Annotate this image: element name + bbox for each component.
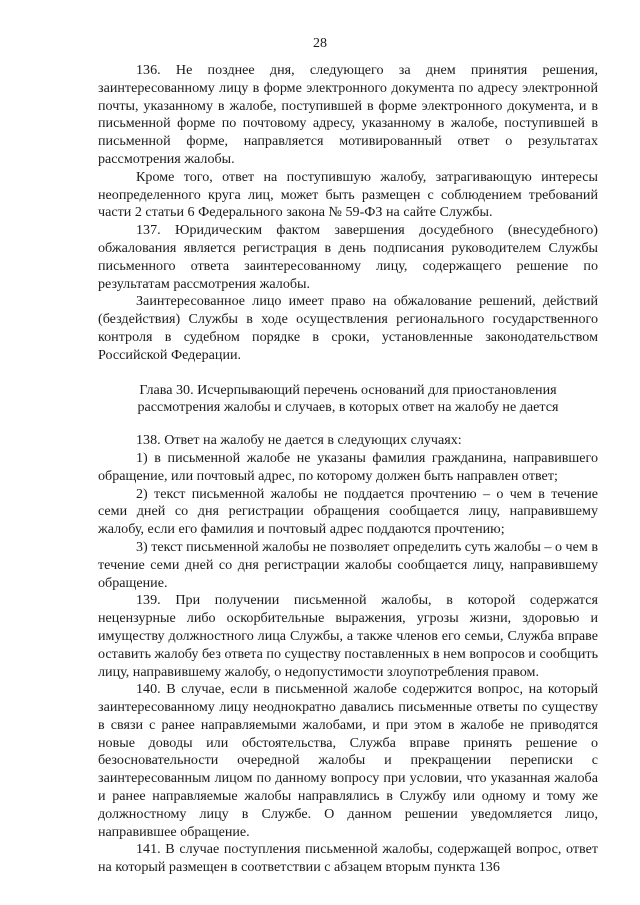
paragraph-140: 140. В случае, если в письменной жалобе содержится вопрос, на который заинтересованному лицу неоднократно давались письменные ответы по существу в связи с ранее направляемыми жалобами, и при этом в жалобе не приводятся новые доводы или обстоятельства, Служба вправе принять решение о безосновательности очередной жалобы и прекращении переписки с заинтересованным лицом по данному вопросу при условии, что указанная жалоба и ранее направляемые жалобы направлялись в Службу или одному и тому же должностному лицу в Службе. О данном решении уведомляется лицо, направившее обращение. — [98, 681, 598, 840]
paragraph-139: 139. При получении письменной жалобы, в которой содержатся нецензурные либо оскорбительные выражения, угрозы жизни, здоровью и имуществу должностного лица Службы, а также членов его семьи, Служба вправе оставить жалобу без ответа по существу поставленных в нем вопросов и сообщить лицу, направившему жалобу, о недопустимости злоупотребления правом. — [98, 592, 598, 680]
chapter-heading-line-2: рассмотрения жалобы и случаев, в которых ответ на жалобу не дается — [137, 399, 559, 416]
paragraph-138-item-1: 1) в письменной жалобе не указаны фамилия гражданина, направившего обращение, или почтовый адрес, по которому должен быть направлен ответ; — [98, 449, 598, 484]
paragraph-137-appeal-right: Заинтересованное лицо имеет право на обжалование решений, действий (бездействия) Службы в ходе осуществления регионального государственного контроля в судебном порядке в сроки, установленные законодательством Российской Федерации. — [98, 293, 598, 363]
document-body — [98, 62, 598, 877]
paragraph-138: 138. Ответ на жалобу не дается в следующих случаях: — [136, 432, 462, 449]
paragraph-137: 137. Юридическим фактом завершения досудебного (внесудебного) обжалования является регистрация в день подписания руководителем Службы письменного ответа заинтересованному лицу, содержащего решение по результатам рассмотрения жалобы. — [98, 222, 598, 292]
paragraph-141: 141. В случае поступления письменной жалобы, содержащей вопрос, ответ на который размещен в соответствии с абзацем вторым пункта 136 — [98, 841, 598, 876]
chapter-30-heading — [98, 382, 598, 418]
paragraph-138-item-2: 2) текст письменной жалобы не поддается прочтению – о чем в течение семи дней со дня регистрации обращения сообщается лицу, направившему жалобу, если его фамилия и почтовый адрес поддаются прочтению; — [98, 485, 598, 538]
chapter-heading-line-1: Глава 30. Исчерпывающий перечень оснований для приостановления — [139, 381, 557, 398]
paragraph-136-addendum: Кроме того, ответ на поступившую жалобу, затрагивающую интересы неопределенного круга лиц, может быть размещен с соблюдением требований части 2 статьи 6 Федерального закона № 59-ФЗ на сайте Службы. — [98, 168, 598, 221]
paragraph-136: 136. Не позднее дня, следующего за днем принятия решения, заинтересованному лицу в форме электронного документа по адресу электронной почты, указанному в жалобе, поступившей в форме электронного документа, и в письменной форме по почтовому адресу, указанному в жалобе, поступившей в письменной форме, направляется мотивированный ответ о результатах рассмотрения жалобы. — [98, 62, 598, 167]
page-number: 28 — [313, 36, 327, 51]
paragraph-138-item-3: 3) текст письменной жалобы не позволяет определить суть жалобы – о чем в течение семи дней со дня регистрации жалобы сообщается лицу, направившему обращение. — [98, 538, 598, 591]
